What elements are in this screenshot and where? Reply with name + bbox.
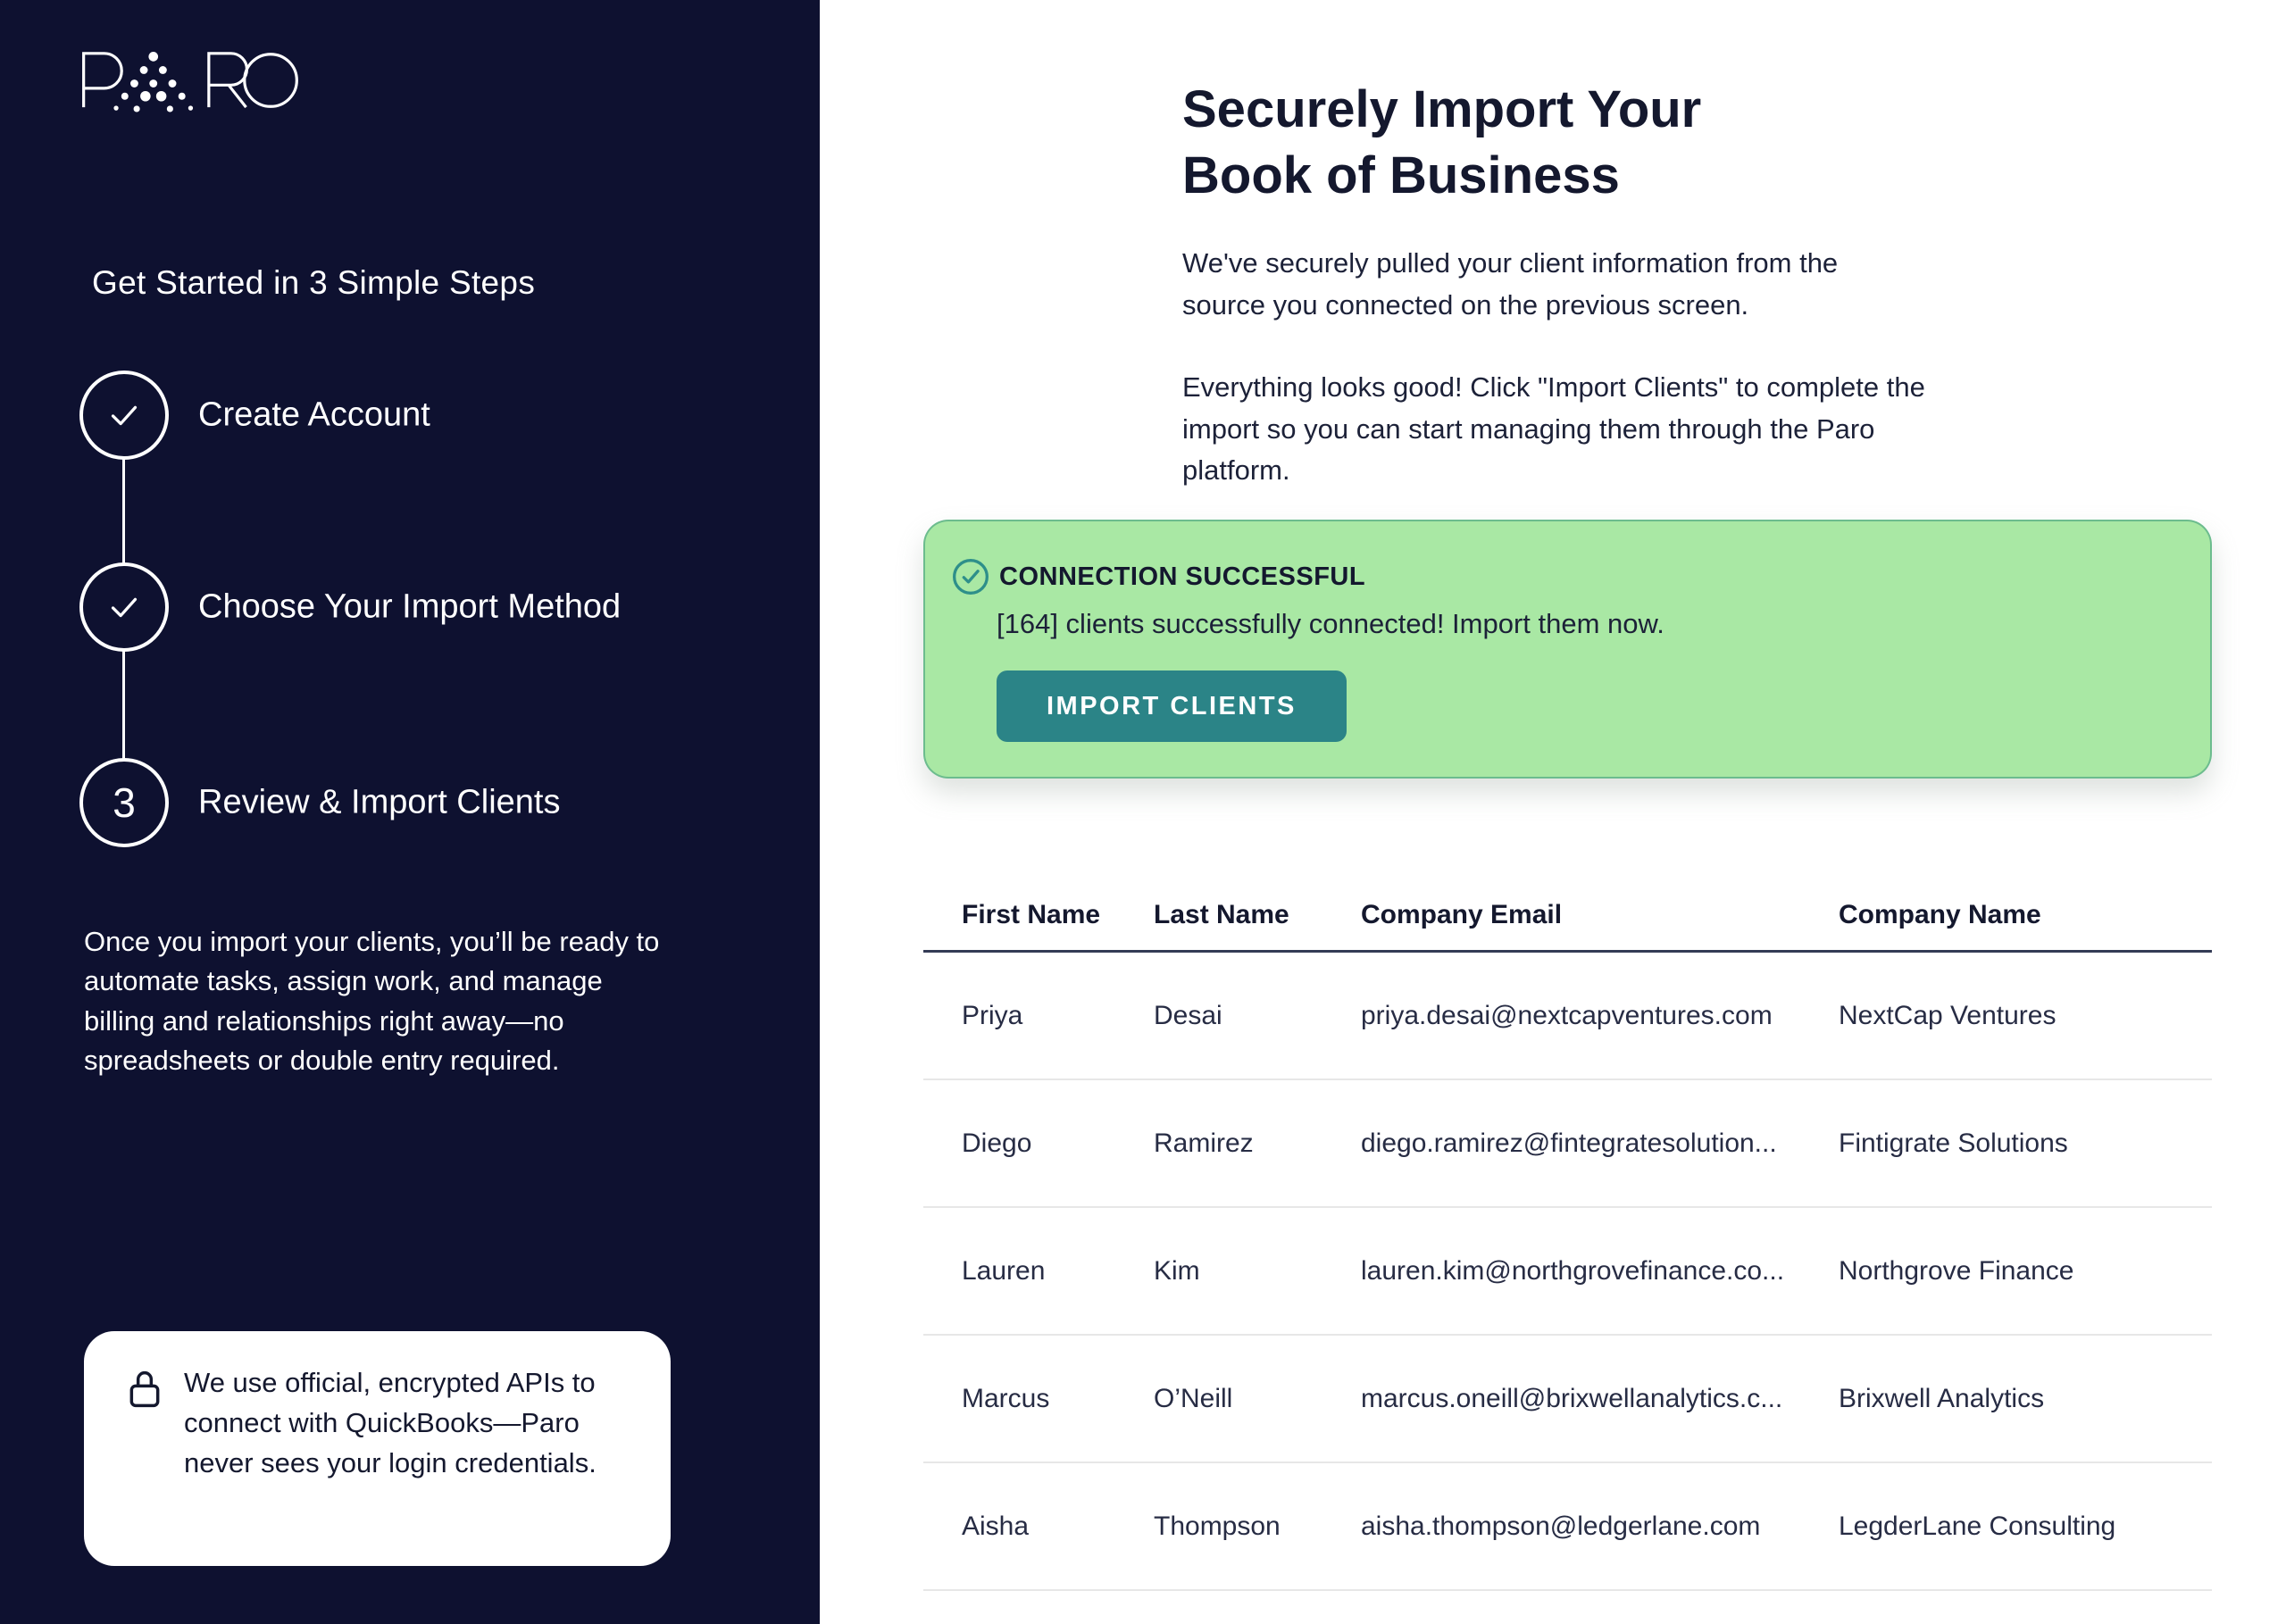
paro-logo (74, 46, 299, 119)
table-cell: Lauren (962, 1255, 1046, 1286)
table-body (923, 953, 2212, 1591)
table-cell: diego.ramirez@fintegratesolution... (1361, 1128, 1777, 1158)
clients-table (923, 880, 2212, 1591)
check-icon (104, 395, 145, 436)
lock-icon (125, 1363, 164, 1484)
table-cell: O’Neill (1154, 1383, 1233, 1413)
check-circle-icon (951, 557, 990, 596)
table-cell: Desai (1154, 1000, 1222, 1030)
banner-title-row (951, 557, 2157, 596)
banner-message: [164] clients successfully connected! Import them now. (997, 608, 1664, 639)
table-row (923, 953, 2212, 1080)
steps-progress (79, 371, 758, 849)
table-cell: priya.desai@nextcapventures.com (1361, 1000, 1773, 1030)
table-row (923, 1208, 2212, 1336)
step-3-number: 3 (113, 779, 136, 826)
step-2-indicator (79, 562, 169, 652)
table-row (923, 1336, 2212, 1463)
hero-section (1182, 77, 1968, 492)
page-title-line2: Book of Business (1182, 146, 1620, 205)
security-note-card (84, 1331, 671, 1566)
step-1-indicator (79, 371, 169, 460)
page-title (1182, 77, 1968, 209)
intro-paragraph-1: We've securely pulled your client information from the source you connected on the previous screen. (1182, 247, 1839, 321)
column-header-first-name: First Name (962, 900, 1101, 929)
table-cell: NextCap Ventures (1839, 1000, 2057, 1030)
sidebar (0, 0, 820, 1624)
table-cell: Northgrove Finance (1839, 1255, 2074, 1286)
table-row (923, 1463, 2212, 1591)
table-cell: Ramirez (1154, 1128, 1254, 1158)
step-3-indicator (79, 758, 169, 847)
connection-success-banner (923, 520, 2212, 779)
table-cell: lauren.kim@northgrovefinance.co... (1361, 1255, 1785, 1286)
security-note-text: We use official, encrypted APIs to connect with QuickBooks—Paro never sees your login credentials. (184, 1367, 597, 1478)
step-3-label: Review & Import Clients (198, 783, 561, 821)
table-cell: Diego (962, 1128, 1032, 1158)
column-header-company-name: Company Name (1839, 900, 2041, 929)
page-title-line1: Securely Import Your (1182, 80, 1702, 138)
paro-logo-icon (74, 46, 299, 114)
column-header-company-email: Company Email (1361, 900, 1563, 929)
table-cell: Marcus (962, 1383, 1050, 1413)
table-cell: Priya (962, 1000, 1023, 1030)
table-cell: Thompson (1154, 1511, 1281, 1541)
sidebar-description: Once you import your clients, you’ll be ready to automate tasks, assign work, and manage billing and relationships right away—no spreadsheets or double entry required. (84, 926, 660, 1076)
table-cell: Kim (1154, 1255, 1200, 1286)
intro-paragraph-2: Everything looks good! Click "Import Clients" to complete the import so you can start managing them through the Paro platform. (1182, 371, 1925, 487)
table-cell: Fintigrate Solutions (1839, 1128, 2068, 1158)
check-icon (104, 587, 145, 628)
table-cell: marcus.oneill@brixwellanalytics.c... (1361, 1383, 1783, 1413)
table-header-row (923, 880, 2212, 953)
import-clients-button[interactable]: IMPORT CLIENTS (997, 670, 1347, 742)
table-row (923, 1080, 2212, 1208)
column-header-last-name: Last Name (1154, 900, 1289, 929)
table-cell: Brixwell Analytics (1839, 1383, 2045, 1413)
table-cell: aisha.thompson@ledgerlane.com (1361, 1511, 1761, 1541)
sidebar-heading: Get Started in 3 Simple Steps (92, 264, 536, 301)
step-2-label: Choose Your Import Method (198, 587, 622, 626)
step-1-label: Create Account (198, 396, 430, 434)
table-cell: Aisha (962, 1511, 1030, 1541)
main-panel (820, 0, 2286, 1624)
table-cell: LegderLane Consulting (1839, 1511, 2116, 1541)
banner-title: CONNECTION SUCCESSFUL (999, 562, 1366, 591)
